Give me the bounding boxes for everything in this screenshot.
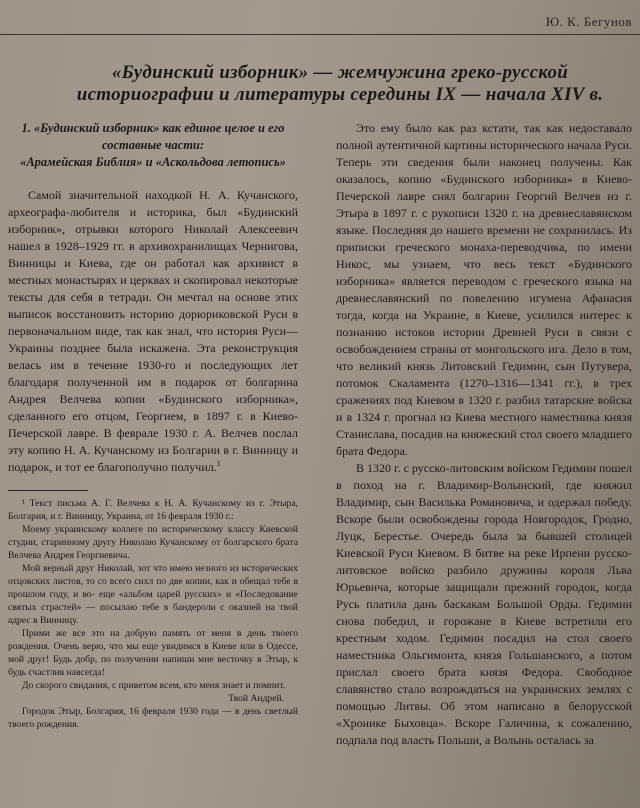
left-column — [8, 120, 298, 731]
footnote-signature: Твой Андрей. — [228, 693, 284, 704]
chapter-title: «Будинский изборник» — жемчужина греко-русской историографии и литературы середины IX — начала XIV в. — [76, 62, 604, 105]
footnote-line: Моему украинскому коллеге по историческому классу Киевской студии, старинному другу Николаю Кучанскому от болгарского брата Велчева Андрея Георгиевича. — [8, 524, 298, 561]
footnote-line: Прими же все это на добрую память от меня в день твоего рождения. Очень верю, что мы еще увидимся в Киеве или в Одессе, мой друг! Будь добр, по получении напиши мне весточку в Этыр, к будь счастлив навсегда! — [8, 628, 298, 678]
footnote-rule — [8, 490, 88, 491]
left-paragraph-text: Самой значительной находкой Н. А. Кучанского, археографа-любителя и историка, был «Будинский изборник», отрывки которого Николай Алексеевич нашел в 1928–1929 гг. в архивохранилищах Чернигова, Винницы и Киева, где он работал как архивист в местных монастырях и церквах и скопировал некоторые тексты для себя в тетради. Он мечтал на основе этих выписок восстановить историю дорюриковской Руси в первоначальном виде, так как знал, что история Руси—Украины позднее была искажена. Эта реконструкция велась им в течение 1930-го и последующих лет благодаря полученной им в подарок от болгарина Андрея Велчева копии «Будинского изборника», сделанного его отцом, Георгием, в 1897 г. в Киево-Печерской лавре. В феврале 1930 г. А. Велчев послал эту копию Н. А. Кучанскому из Болгарии в г. Винницу и подарок, и тот ее благополучно получил. — [8, 188, 298, 474]
header-rule — [0, 34, 640, 35]
section-heading — [14, 120, 292, 171]
footnote-line: ¹ Текст письма А. Г. Велчева к Н. А. Кучанскому из г. Этыра, Болгария, и г. Винницу, Украина, от 16 февраля 1930 г.: — [8, 498, 298, 522]
right-paragraph: В 1320 г. с русско-литовским войском Гедимин пошел в поход на г. Владимир-Волынский, где княжил Владимир, сын Василька Романовича, и одержал победу. Вскоре были освобождены города Новгородок, Гродно, Луцк, Берестье. Очередь была за бывшей столицей Киевской Руси Киевом. В битве на реке Ирпени русско-литовское войско разбило дружины короля Льва Юрьевича, которые защищали прежний городок, когда Русь платила дань баскакам Большой Орды. Гедимин снова победил, и горожане в Киеве встретили его крестным ходом. Гедимин посадил на стол своего наместника Ольгимонта, князя Гольшанского, а потом прислал своего брата князя Федора. Свободное славянство стало возрождаться на украинских землях с помощью Литвы. Об этом написано в белорусской «Хронике Быховца». Вскоре Галичина, к сожалению, подпала под власть Польши, а Волынь осталась за — [336, 461, 632, 747]
footnote-line: Мой верный друг Николай, зот что имею незного из исторических отцовских листов, то со всего сихл по две копии, как и обещал тебе в прошлом году, и во- еще «альбом царей русских» и «Последование святых страстей» — посылаю тебе в бандероли с оказией на твой адрес в Винницу. — [8, 563, 298, 626]
section-subheading: «Арамейская Библия» и «Аскольдова летопись» — [20, 155, 286, 169]
section-heading-text: 1. «Будинский изборник» как единое целое и его составные части: — [21, 121, 285, 152]
footnote-line: До скорого свидания, с приветом всем, кто меня знает и помнит. — [22, 680, 286, 691]
right-column — [336, 120, 632, 749]
left-paragraph — [8, 187, 298, 476]
footnote-line: Городок Этыр, Болгария, 16 февраля 1930 года — в день светлый твоего рождения. — [8, 706, 298, 730]
running-head: Ю. К. Бегунов — [545, 14, 632, 29]
footnote-mark: 1 — [216, 459, 221, 468]
right-paragraph: Это ему было как раз кстати, так как недоставало полной аутентичной картины исторического начала Руси. Теперь эти сведения были наконец получены. Как оказалось, копию «Будинского изборника» в Киево-Печерской лавре снял болгарин Георгий Велчев из г. Этыра в 1897 г. с рукописи 1320 г. на древнеславянском языке. Последняя до нашего времени не сохранилась. Из приписки греческого монаха-переводчика, по имени Никос, мы узнаем, что весь текст «Будинского изборника» является переводом с греческого языка на древнеславянский по повелению игумена Афанасия тогда, когда на Украине, в Киеве, усилился интерес к познанию истоков истории Древней Руси в связи с освобождением страны от монгольского ига. Дело в том, что великий князь Литовский Гедимин, сын Путувера, потомок Скаламента (1270–1316—1341 гг.), в трех сражениях под Киевом в 1320 г. разбил татарские войска и в 1324 г. прогнал из Киева местного наместника князя Станислава, посадив на княжеский стол своего младшего брата Федора. — [336, 121, 632, 458]
